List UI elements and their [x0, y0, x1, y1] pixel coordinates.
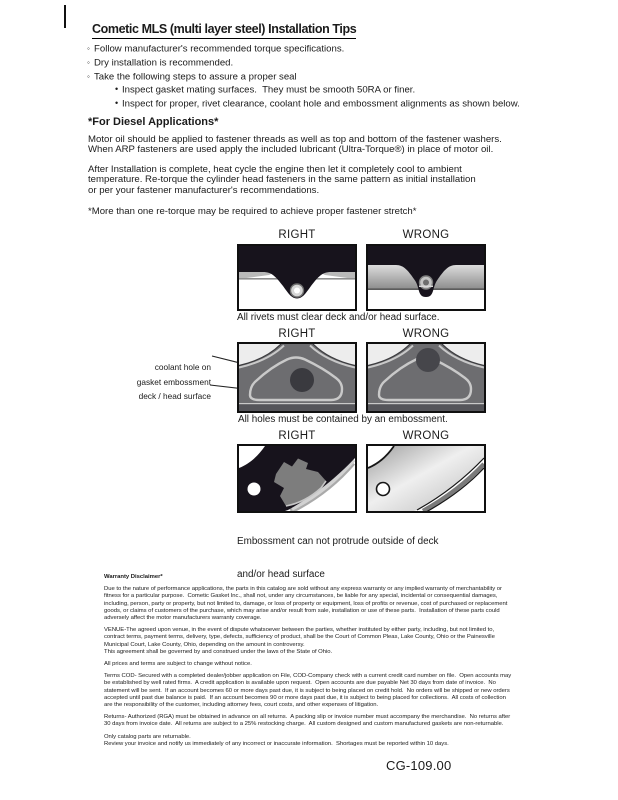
diesel-paragraph-1	[88, 135, 502, 156]
annotation-line-text: coolant hole on	[154, 362, 211, 372]
warranty-disclaimer-heading: Warranty Disclaimer*	[104, 574, 163, 580]
footer-line: contract terms, payment terms, delivery, type, defects, sufficiency of product, shall be the Court of Common Pleas, Lake County, Ohio or the Painesville	[104, 634, 495, 641]
paragraph-line: Motor oil should be applied to fastener threads as well as top and bottom of the fastener washers.	[88, 134, 502, 145]
circle-bullet-icon: ◦	[87, 71, 90, 81]
paragraph-line: After Installation is complete, heat cycle the engine then let it completely cool to ambient	[88, 164, 462, 175]
page-code: CG-109.00	[386, 758, 452, 773]
deck-right-graphic	[239, 446, 355, 511]
right-label: RIGHT	[278, 430, 316, 442]
bolt-hole	[377, 483, 390, 496]
deck-wrong-graphic	[368, 446, 484, 511]
retorque-note: *More than one re-torque may be required to achieve proper fastener stretch*	[88, 206, 417, 217]
wrong-label: WRONG	[402, 430, 450, 442]
row1-caption: All rivets must clear deck and/or head surface.	[237, 312, 440, 323]
list-item	[87, 56, 520, 70]
tip-text: Dry installation is recommended.	[94, 57, 234, 69]
paragraph-line: temperature. Re-torque the cylinder head fasteners in the same pattern as initial installation	[88, 174, 476, 186]
footer-line: are the responsibility of the customer, including attorney fees, court costs, and other expenses of litigation.	[104, 702, 379, 709]
annotation-line-text: deck / head surface	[138, 390, 211, 401]
wrong-label: WRONG	[402, 328, 450, 340]
row2-caption: All holes must be contained by an embossment.	[238, 414, 448, 425]
coolant-hole	[290, 368, 314, 392]
tip-text: Take the following steps to assure a proper seal	[94, 71, 297, 83]
footer-line: goods, or claims of customers of the purchase, which may arise and/or result from sale, installation or use of these parts. Installation of these parts could	[104, 607, 500, 614]
tip-text: Inspect for proper, rivet clearance, coolant hole and embossment alignments as shown below.	[122, 98, 520, 110]
footer-line: Due to the nature of performance applications, the parts in this catalog are sold without any express warranty or any implied warranty of merchantability or	[104, 586, 502, 593]
circle-bullet-icon: ◦	[87, 44, 90, 53]
footer-line: 30 days from invoice date. All returns are subject to a 25% restocking charge. All custom designed and custom manufactured gaskets are non-returnable.	[104, 721, 504, 728]
dot-bullet-icon: •	[115, 98, 119, 109]
footer-line: All prices and terms are subject to change without notice.	[104, 661, 252, 668]
diesel-applications-heading: *For Diesel Applications*	[88, 116, 219, 128]
footer-line: Terms COD- Secured with a completed dealer/jobber application on File, COD-Company check with a current credit card number on file. Open accounts may	[104, 673, 512, 680]
rivet-wrong-graphic	[368, 246, 484, 309]
caption-line: Embossment can not protrude outside of deck	[237, 536, 439, 547]
coolant-hole	[416, 348, 440, 372]
footer-line: accepted until past due balance is paid. If an account becomes 90 or more days past due, it is subject to being placed for collections. All costs of collection	[104, 694, 506, 701]
embossment-right-graphic	[239, 344, 355, 411]
embossment-diagram-wrong	[366, 342, 486, 413]
footer-line: VENUE-The agreed upon venue, in the event of dispute whatsoever between the parties, whether instituted by either party, including, but not limited to,	[104, 627, 495, 634]
footer-line: Returns- Authorized (RGA) must be obtained in advance on all returns. A packing slip or invoice number must accompany the merchandise. No returns after	[104, 714, 511, 721]
bolt-hole	[248, 483, 261, 496]
embossment-wrong-graphic	[368, 344, 484, 411]
wrong-label: WRONG	[402, 229, 450, 241]
page-title: Cometic MLS (multi layer steel) Installation Tips	[92, 22, 356, 39]
footer-line: be established by well rated firms. A credit application is available upon request. Open accounts are due payable Net 30 days from date of invoice. No	[104, 680, 496, 687]
rivet-diagram-wrong	[366, 244, 486, 311]
footer-line: Municipal Court, Lake County, Ohio, depending on the amount in controversy.	[104, 641, 305, 648]
deck-diagram-wrong	[366, 444, 486, 513]
right-label: RIGHT	[278, 328, 316, 340]
footer-line: adversely affect the motor manufacturers warranty coverage.	[104, 615, 262, 622]
tip-text: Inspect gasket mating surfaces. They must be smooth 50RA or finer.	[122, 84, 416, 96]
circle-bullet-icon: ◦	[87, 57, 90, 67]
paragraph-line: When ARP fasteners are used apply the included lubricant (Ultra-Torque®) in place of motor oil.	[88, 144, 494, 156]
paragraph-line: or per your fastener manufacturer's recommendations.	[88, 184, 320, 196]
installation-tips-list	[87, 42, 520, 111]
footer-line: Review your invoice and notify us immediately of any incorrect or inaccurate information. Shortages must be reported within 10 days.	[104, 740, 449, 747]
deck-diagram-right	[237, 444, 357, 513]
caption-line: and/or head surface	[237, 569, 325, 580]
footer-line: fitness for a particular purpose. Cometic Gasket Inc., shall not, under any circumstances, be liable for any special, incidental or consequential damages,	[104, 593, 498, 600]
list-item	[87, 70, 520, 84]
rivet-diagram-right	[237, 244, 357, 311]
list-item	[87, 97, 520, 111]
footer-line: Only catalog parts are returnable.	[104, 733, 191, 740]
dot-bullet-icon: •	[115, 84, 119, 95]
embossment-diagram-right	[237, 342, 357, 413]
gasket-embossment-annotation: gasket embossment	[136, 377, 211, 387]
diesel-paragraph-2	[88, 165, 476, 196]
footer-line: This agreement shall be governed by and construed under the laws of the State of Ohio.	[104, 648, 333, 655]
footer-line: including, person, party or property, but not limited to, damage, or loss of property or equipment, loss of profits or revenue, cost of purchased or replacement	[104, 600, 508, 607]
registration-mark	[64, 5, 66, 28]
tip-text: Follow manufacturer's recommended torque specifications.	[94, 43, 345, 55]
right-label: RIGHT	[278, 229, 316, 241]
warranty-footer	[104, 574, 511, 753]
footer-line: statement will be sent. If an account becomes 60 or more days past due, it is subject to being placed on credit hold. No orders will be shipped or new orders	[104, 687, 510, 694]
list-item	[87, 42, 520, 56]
list-item	[87, 83, 520, 97]
rivet-right-graphic	[239, 246, 355, 309]
